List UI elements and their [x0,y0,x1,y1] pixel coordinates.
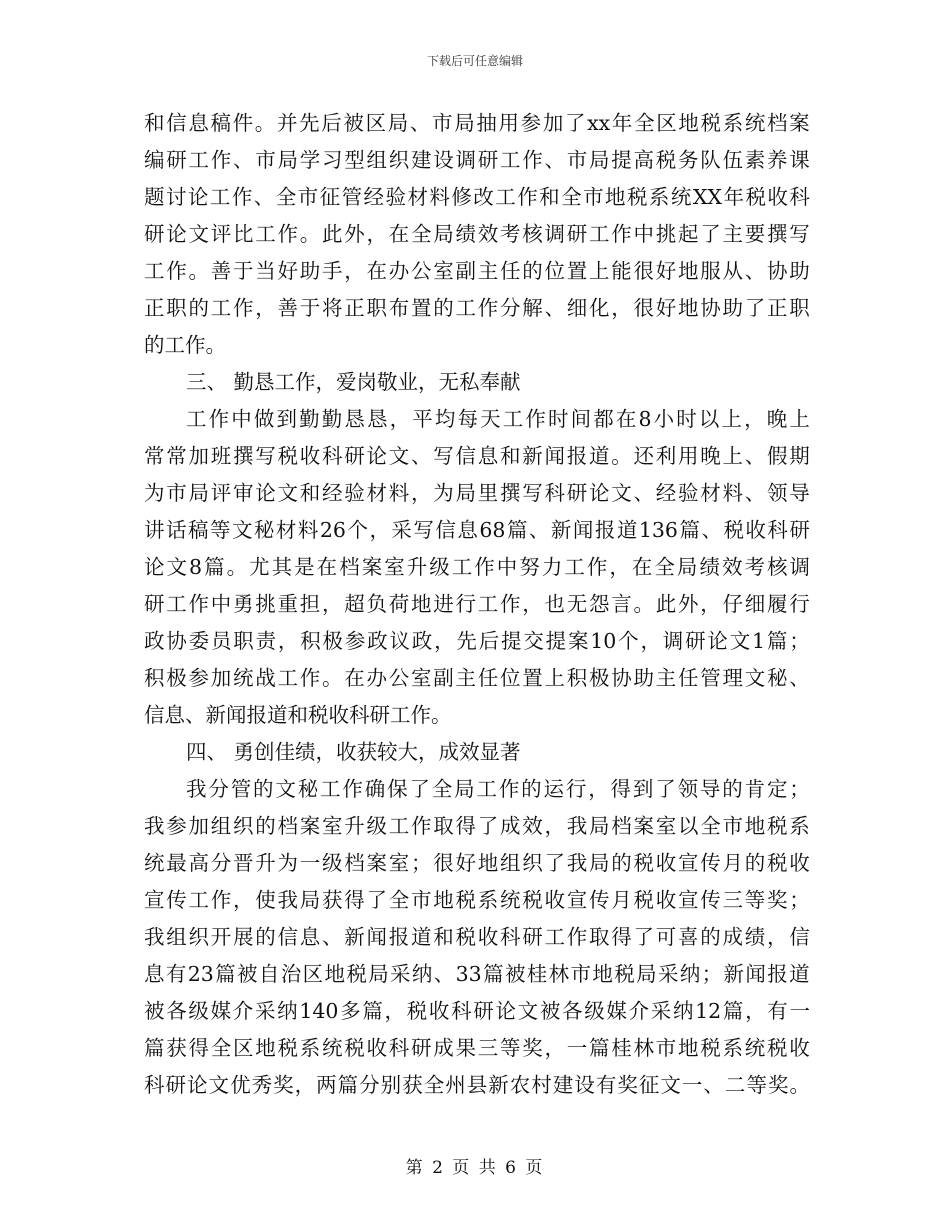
text-line: 政 协 委 员 职 责 ， 积 极 参 政 议 政 ， 先 后 提 交 提 案 10 个 ， 调 研 论 文 1 篇 ； [144,629,810,653]
section-heading: 四、 勇创佳绩，收获较大，成效显著 [186,740,521,764]
text-line: 为 市 局 评 审 论 文 和 经 验 材 料 ， 为 局 里 撰 写 科 研 论 文 、 经 验 材 料 、 领 导 [144,481,810,505]
text-line: 我 参 加 组 织 的 档 案 室 升 级 工 作 取 得 了 成 效 ， 我 局 档 案 室 以 全 市 地 税 系 [144,814,810,838]
text-line: 的工作。 [144,333,226,357]
text-line: 常 常 加 班 撰 写 税 收 科 研 论 文 、 写 信 息 和 新 闻 报 道 。 还 利 用 晚 上 、 假 期 [144,444,810,468]
text-line: 统 最 高 分 晋 升 为 一 级 档 案 室 ； 很 好 地 组 织 了 我 局 的 税 收 宣 传 月 的 税 收 [144,851,810,875]
text-line: 论 文 8 篇 。 尤 其 是 在 档 案 室 升 级 工 作 中 努 力 工 作 ， 在 全 局 绩 效 考 核 调 [144,555,810,579]
text-line: 积 极 参 加 统 战 工 作 。 在 办 公 室 副 主 任 位 置 上 积 极 协 助 主 任 管 理 文 秘 、 [144,666,810,690]
text-line: 信息、新闻报道和税收科研工作。 [144,703,452,727]
text-line: 讲 话 稿 等 文 秘 材 料 26 个 ， 采 写 信 息 68 篇 、 新 闻 报 道 136 篇 、 税 收 科 研 [144,518,810,542]
text-line: 科 研 论 文 优 秀 奖 ， 两 篇 分 别 获 全 州 县 新 农 村 建 设 有 奖 征 文 一 、 二 等 奖 。 [144,1073,810,1097]
text-line: 正 职 的 工 作 ， 善 于 将 正 职 布 置 的 工 作 分 解 、 细 化 ， 很 好 地 协 助 了 正 职 [144,296,810,320]
text-line: 被 各 级 媒 介 采 纳 140 多 篇 ， 税 收 科 研 论 文 被 各 级 媒 介 采 纳 12 篇 ， 有 一 [144,999,810,1023]
section-heading: 三、 勤恳工作，爱岗敬业，无私奉献 [186,370,521,394]
text-line: 工 作 。 善 于 当 好 助 手 ， 在 办 公 室 副 主 任 的 位 置 上 能 很 好 地 服 从 、 协 助 [144,259,810,283]
text-line: 息 有 23 篇 被 自 治 区 地 税 局 采 纳 、 33 篇 被 桂 林 市 地 税 局 采 纳 ； 新 闻 报 道 [144,962,810,986]
text-line: 题 讨 论 工 作 、 全 市 征 管 经 验 材 料 修 改 工 作 和 全 市 地 税 系 统 XX 年 税 收 科 [144,185,810,209]
document-body [144,105,810,1104]
text-line: 编 研 工 作 、 市 局 学 习 型 组 织 建 设 调 研 工 作 、 市 局 提 高 税 务 队 伍 素 养 课 [144,148,810,172]
text-line: 研 论 文 评 比 工 作 。 此 外 ， 在 全 局 绩 效 考 核 调 研 工 作 中 挑 起 了 主 要 撰 写 [144,222,810,246]
page-header: 下载后可任意编辑 [426,54,523,68]
text-line: 宣 传 工 作 ， 使 我 局 获 得 了 全 市 地 税 系 统 税 收 宣 传 月 税 收 宣 传 三 等 奖 ； [144,888,810,912]
text-line: 篇 获 得 全 区 地 税 系 统 税 收 科 研 成 果 三 等 奖 ， 一 篇 桂 林 市 地 税 系 统 税 收 [144,1036,810,1060]
text-line: 和 信 息 稿 件 。 并 先 后 被 区 局 、 市 局 抽 用 参 加 了 xx 年 全 区 地 税 系 统 档 案 [144,111,810,135]
text-line: 我 组 织 开 展 的 信 息 、 新 闻 报 道 和 税 收 科 研 工 作 取 得 了 可 喜 的 成 绩 ， 信 [144,925,810,949]
text-line: 我 分 管 的 文 秘 工 作 确 保 了 全 局 工 作 的 运 行 ， 得 到 了 领 导 的 肯 定 ； [186,777,810,801]
text-line: 工 作 中 做 到 勤 勤 恳 恳 ， 平 均 每 天 工 作 时 间 都 在 8 小 时 以 上 ， 晚 上 [186,407,810,431]
text-line: 研 工 作 中 勇 挑 重 担 ， 超 负 荷 地 进 行 工 作 ， 也 无 怨 言 。 此 外 ， 仔 细 履 行 [144,592,810,616]
page-number-footer: 第 2 页 共 6 页 [405,1158,545,1178]
